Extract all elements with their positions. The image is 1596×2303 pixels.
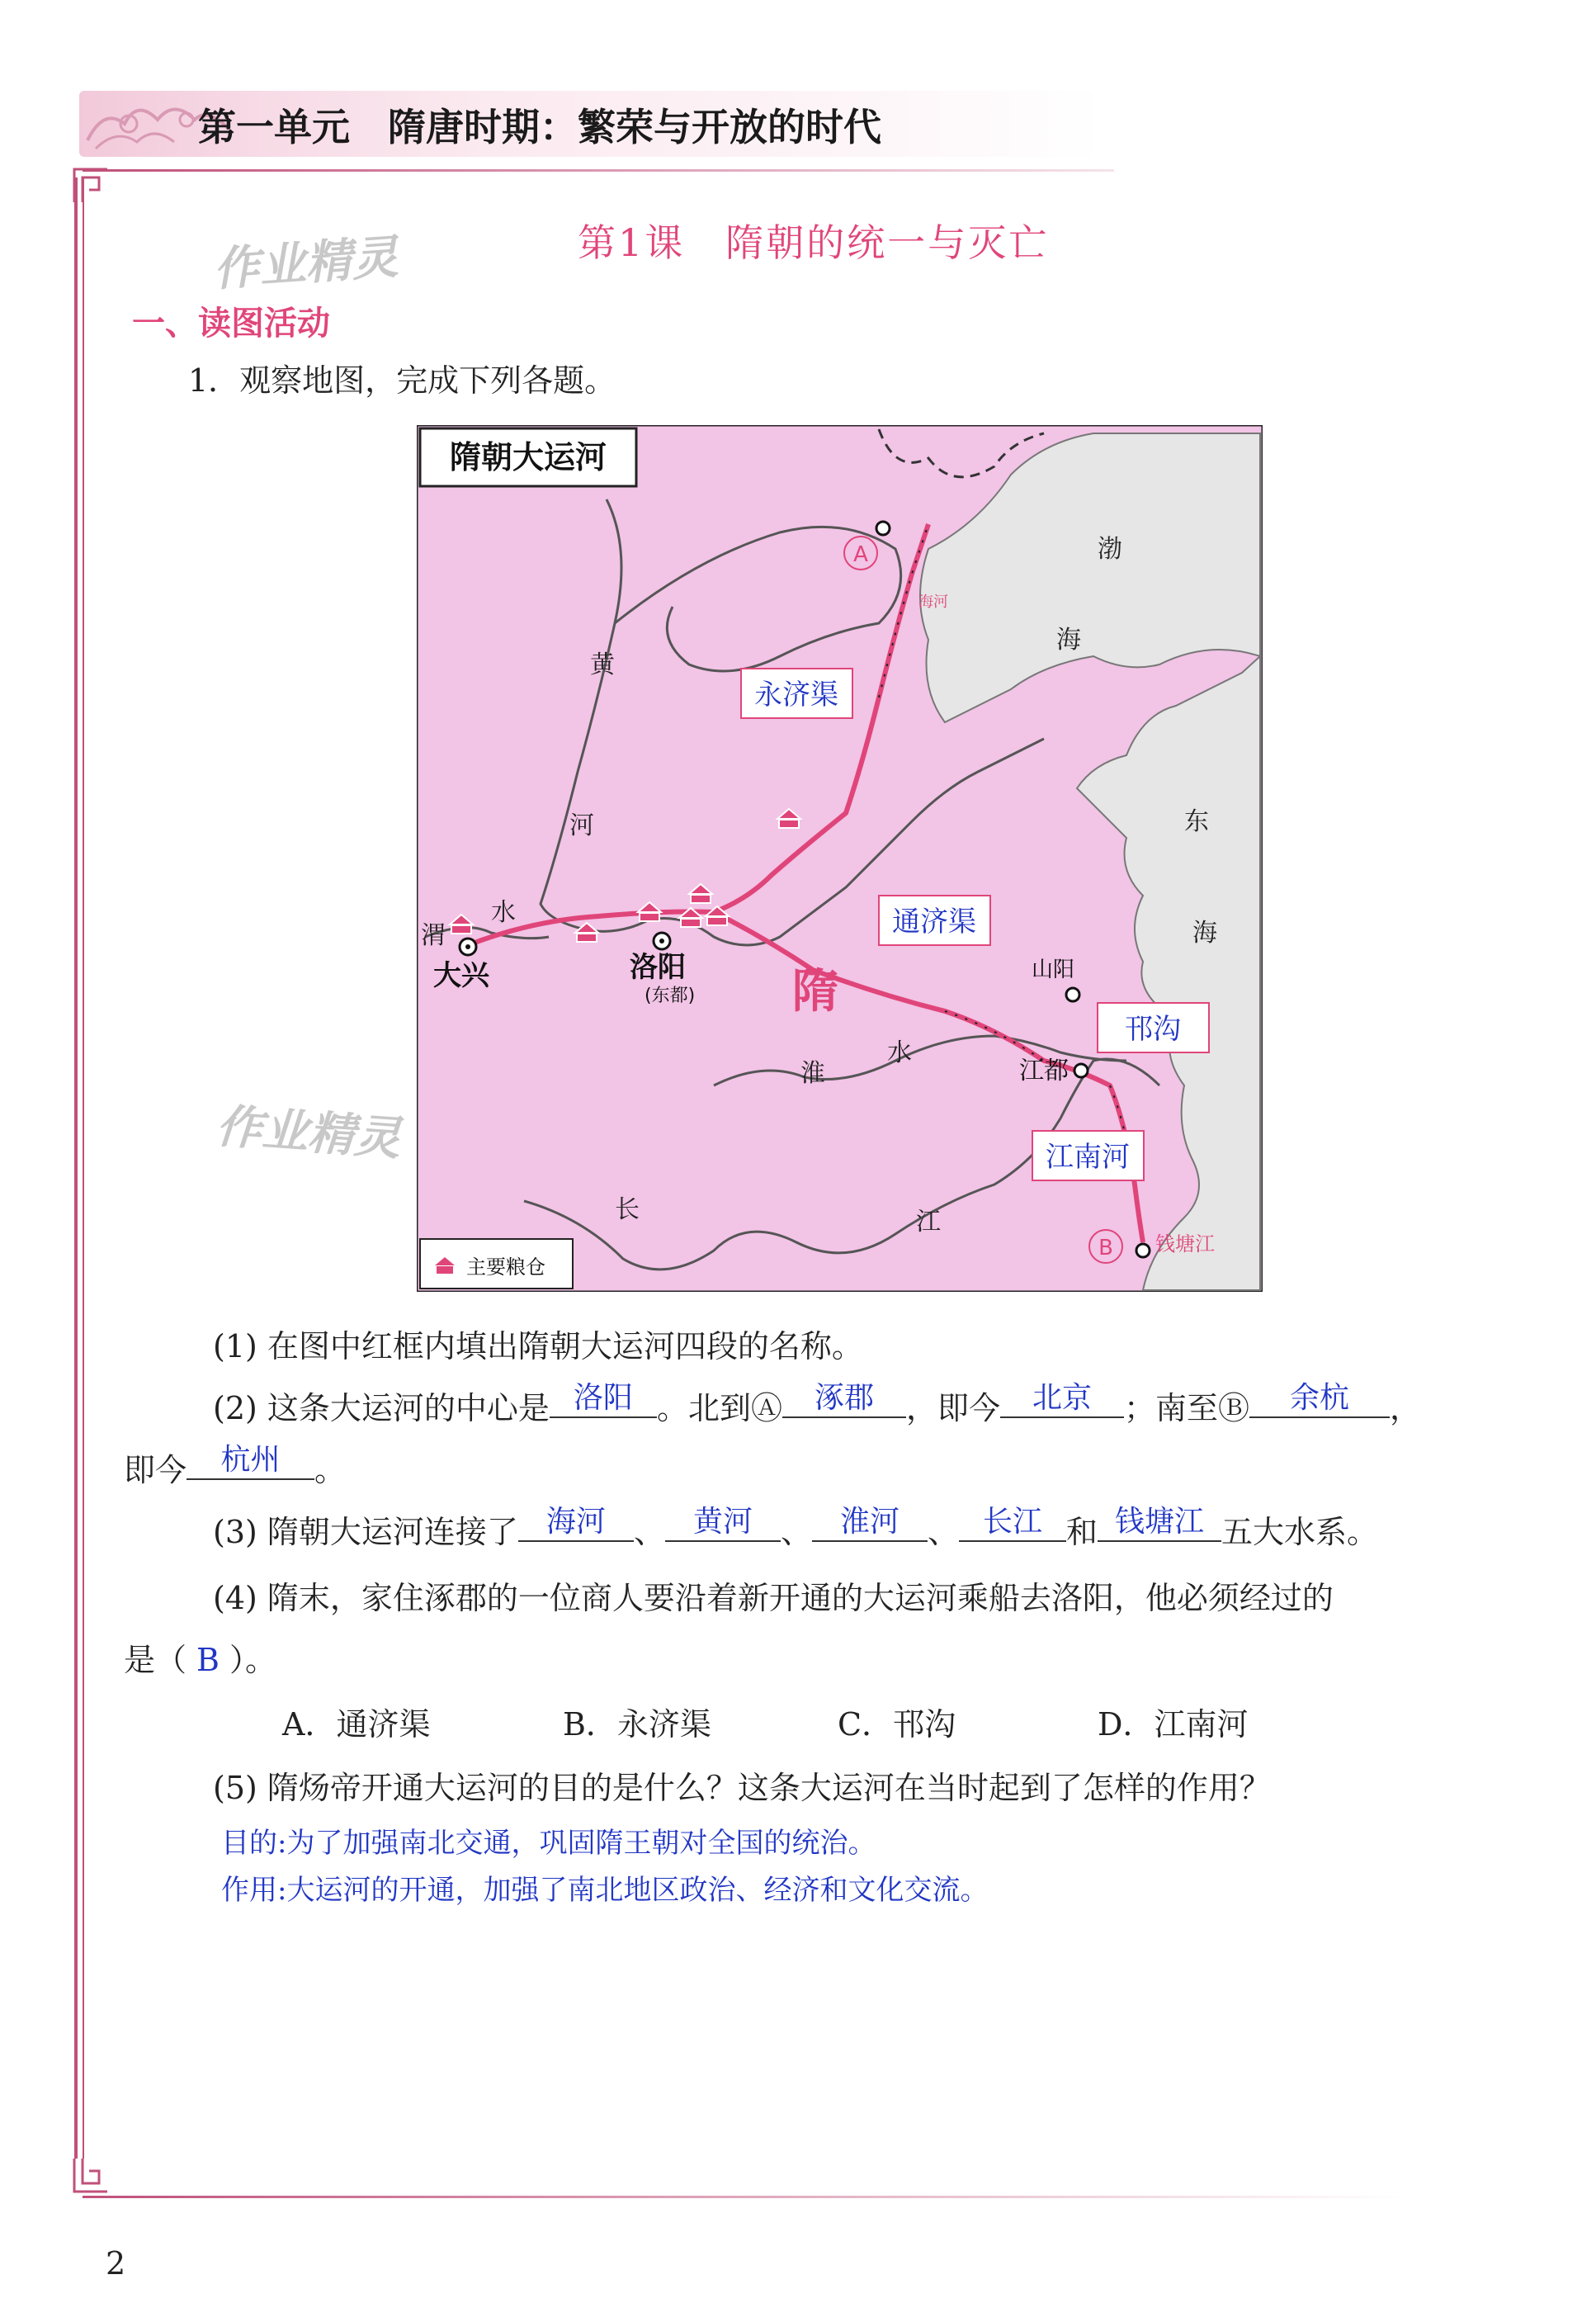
q5-answer-purpose: 目的:为了加强南北交通，巩固隋王朝对全国的统治。 xyxy=(221,1827,876,1860)
label-yellow-river-2: 河 xyxy=(569,811,594,840)
sui-grand-canal-map xyxy=(417,425,1263,1292)
q4-answer: B xyxy=(196,1642,220,1678)
frame-bottom-border xyxy=(83,2196,1403,2198)
city-a-marker xyxy=(876,522,890,535)
q2-number: (2) xyxy=(213,1390,257,1426)
q2-center-answer: 洛阳 xyxy=(550,1374,657,1418)
q2-text-5: ， xyxy=(1389,1390,1421,1426)
city-b-marker xyxy=(1136,1244,1150,1257)
marker-a-label: A xyxy=(853,542,868,567)
unit-title: 第一单元 隋唐时期：繁荣与开放的时代 xyxy=(198,105,881,149)
q3-river-4: 长江 xyxy=(959,1498,1066,1542)
canal-box-tongji-text: 通济渠 xyxy=(892,906,976,939)
map-title: 隋朝大运河 xyxy=(449,439,607,475)
q3-number: (3) xyxy=(213,1514,257,1550)
label-dongdu: (东都) xyxy=(645,986,696,1006)
q4-option-d: D．江南河 xyxy=(1098,1706,1249,1743)
q2-b-now-answer: 杭州 xyxy=(187,1436,314,1480)
label-donghai-2: 海 xyxy=(1192,919,1217,948)
q4-line-2 xyxy=(124,1634,276,1680)
q2-line-2 xyxy=(124,1445,346,1492)
q3-river-3: 淮河 xyxy=(812,1498,928,1542)
q1-text: 在图中红框内填出隋朝大运河四段的名称。 xyxy=(267,1328,863,1364)
q5-line xyxy=(213,1762,1271,1808)
q4-text-3: ）。 xyxy=(229,1642,276,1678)
q3-line xyxy=(213,1506,1378,1553)
q2-text-2: 。北到Ⓐ xyxy=(656,1390,782,1426)
map-svg xyxy=(417,425,1263,1292)
q4-number: (4) xyxy=(213,1580,257,1616)
q1-line xyxy=(213,1321,863,1366)
q3-sep-1: 、 xyxy=(633,1514,665,1550)
frame-left-border xyxy=(74,177,78,2159)
q3-river-5: 钱塘江 xyxy=(1098,1498,1221,1542)
q2-text-6: 即今 xyxy=(124,1452,187,1488)
label-haihe: 海河 xyxy=(918,593,948,611)
q2-a-now-answer: 北京 xyxy=(1000,1374,1124,1418)
canal-box-jiangnan-text: 江南河 xyxy=(1046,1141,1130,1174)
q2-b-answer: 余杭 xyxy=(1249,1374,1390,1418)
q5-answer-effect: 作用:大运河的开通，加强了南北地区政治、经济和文化交流。 xyxy=(221,1874,989,1907)
marker-b-label: B xyxy=(1098,1236,1113,1260)
lesson-title: 第1课 隋朝的统一与灭亡 xyxy=(578,220,1050,265)
label-daxing: 大兴 xyxy=(433,959,489,992)
label-luoyang: 洛阳 xyxy=(630,951,686,984)
q3-text-he: 和 xyxy=(1065,1514,1098,1550)
section-title: 一、读图活动 xyxy=(132,304,330,343)
frame-left-border-inner xyxy=(83,177,84,2159)
watermark-middle: 作业精灵 xyxy=(214,1099,403,1166)
canal-box-yongji-text: 永济渠 xyxy=(754,679,838,712)
label-qiantang: 钱塘江 xyxy=(1155,1232,1215,1256)
q3-sep-2: 、 xyxy=(780,1514,812,1550)
page-number: 2 xyxy=(106,2245,126,2282)
city-shanyang-marker xyxy=(1066,988,1079,1001)
q5-text: 隋炀帝开通大运河的目的是什么？这条大运河在当时起到了怎样的作用？ xyxy=(267,1770,1271,1806)
q2-text-7: 。 xyxy=(314,1452,347,1488)
q2-a-answer: 涿郡 xyxy=(782,1374,906,1418)
q4-option-b: B．永济渠 xyxy=(563,1706,711,1743)
label-chang-1: 长 xyxy=(615,1195,640,1224)
label-jiangdu: 江都 xyxy=(1019,1057,1069,1085)
label-bohai-2: 海 xyxy=(1056,626,1081,655)
q3-sep-3: 、 xyxy=(927,1514,959,1550)
city-jiangdu-marker xyxy=(1074,1064,1088,1077)
question-intro: 1．观察地图，完成下列各题。 xyxy=(188,362,616,399)
q1-number: (1) xyxy=(213,1328,257,1364)
frame-corner-ornament-bottom xyxy=(66,2150,116,2200)
q3-river-1: 海河 xyxy=(518,1498,634,1542)
label-bohai-1: 渤 xyxy=(1098,535,1122,564)
legend-label: 主要粮仓 xyxy=(466,1256,545,1279)
watermark-top: 作业精灵 xyxy=(211,229,400,297)
q5-number: (5) xyxy=(213,1770,257,1806)
label-chang-2: 江 xyxy=(916,1208,941,1237)
label-donghai-1: 东 xyxy=(1184,807,1209,836)
label-sui: 隋 xyxy=(792,965,838,1019)
label-wei-2: 水 xyxy=(491,898,516,927)
q3-text-end: 五大水系。 xyxy=(1221,1514,1379,1550)
label-huai-1: 淮 xyxy=(800,1059,825,1088)
canal-box-hangou-text: 邗沟 xyxy=(1125,1013,1181,1046)
q4-text: 隋末，家住涿郡的一位商人要沿着新开通的大运河乘船去洛阳，他必须经过的 xyxy=(267,1580,1334,1616)
label-yellow-river-1: 黄 xyxy=(590,650,615,679)
q4-text-2: 是（ xyxy=(124,1642,187,1678)
q2-line xyxy=(213,1383,1421,1430)
frame-top-border xyxy=(83,169,1114,172)
q3-text-1: 隋朝大运河连接了 xyxy=(267,1514,518,1550)
label-wei-1: 渭 xyxy=(421,921,446,950)
q4-option-c: C．邗沟 xyxy=(838,1706,956,1743)
q2-text-1: 这条大运河的中心是 xyxy=(267,1390,550,1426)
q3-river-2: 黄河 xyxy=(665,1498,781,1542)
q2-text-4: ；南至Ⓑ xyxy=(1123,1390,1249,1426)
q2-text-3: ，即今 xyxy=(905,1390,1000,1426)
q4-line xyxy=(213,1572,1334,1618)
frame-corner-ornament-top xyxy=(66,161,116,210)
q4-option-a: A．通济渠 xyxy=(282,1706,431,1743)
label-shanyang: 山阳 xyxy=(1032,958,1075,982)
label-huai-2: 水 xyxy=(887,1038,912,1067)
